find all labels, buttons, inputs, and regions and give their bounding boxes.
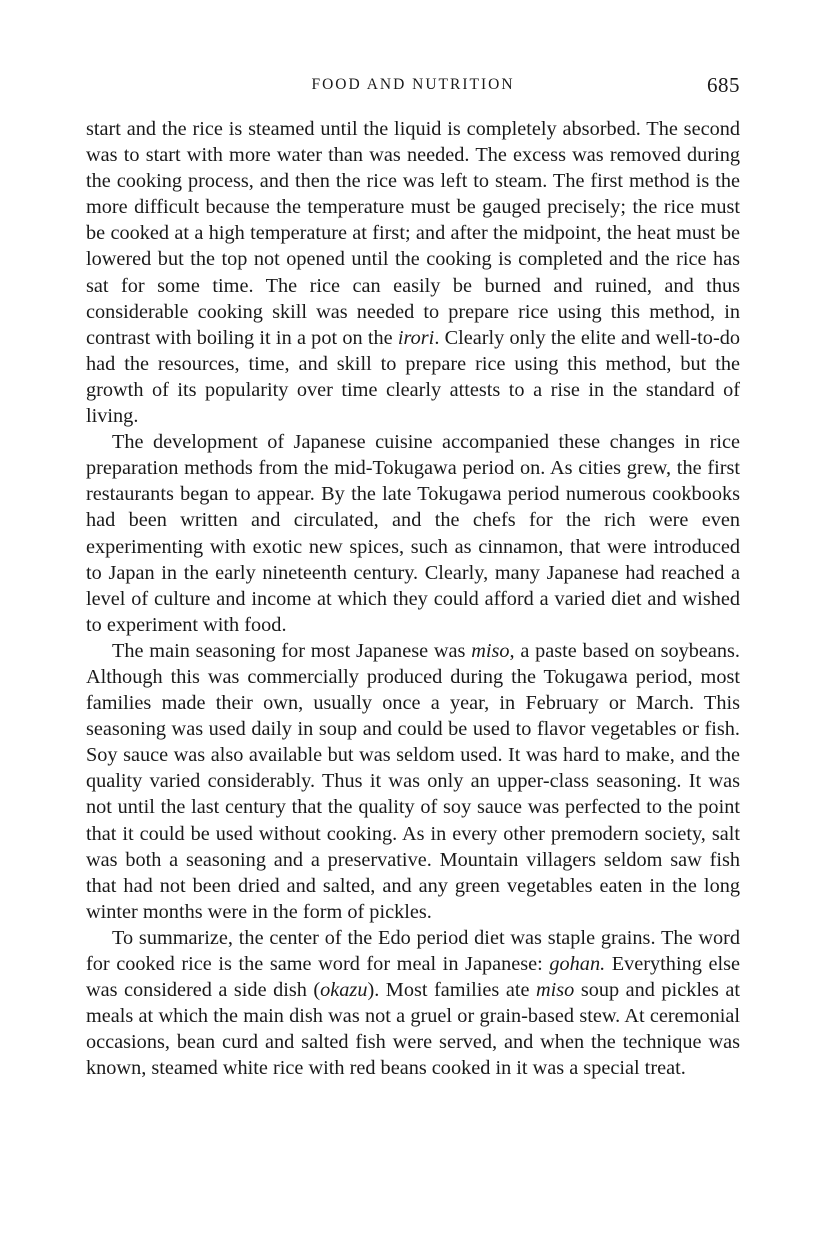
text-run: a paste based on soybeans. Although this was commercially produced during the Tokugawa period, most families made their own, usually once a year, in February or March. This seasoning was used daily in soup and could be used to flavor vegetables or fish. Soy sauce was also available but was seldom used. It was hard to make, and the quality varied considerably. Thus it was only an upper-class seasoning. It was not until the last century that the quality of soy sauce was perfected to the point that it could be used without cooking. As in every other premodern society, salt was both a seasoning and a preservative. Mountain villagers seldom saw fish that had not been dried and salted, and any green vegetables eaten in the long winter months were in the form of pickles. [86, 639, 740, 923]
text-run: start and the rice is steamed until the liquid is completely absorbed. The second was to start with more water than was needed. The excess was removed during the cooking process, and then the rice was left to steam. The first method is the more difficult because the temperature must be gauged precisely; the rice must be cooked at a high temperature at first; and after the midpoint, the heat must be lowered but the top not opened until the cooking is completed and the rice has sat for some time. The rice can easily be burned and ruined, and thus considerable cooking skill was needed to prepare rice using this method, in contrast with boiling it in a pot on the [86, 118, 740, 349]
paragraph-rice-steaming [86, 116, 740, 429]
paragraph-seasoning [86, 638, 740, 925]
text-run: The main seasoning for most Japanese was [112, 639, 472, 662]
paragraph-summary [86, 925, 740, 1082]
text-run: ). Most families ate [367, 979, 536, 1002]
page-number: 685 [707, 73, 740, 97]
running-head [86, 66, 740, 106]
text-run: To summarize, the center of the Edo period diet was staple grains. The word for cooked rice is the same word for meal in Japanese: [86, 926, 740, 975]
text-run: soup and pickles at meals at which the main dish was not a gruel or grain-based stew. At ceremonial occasions, bean curd and salted fish were served, and when the technique was known, steamed white rice with red beans cooked in it was a special treat. [86, 979, 741, 1080]
italic-term-miso: miso [535, 979, 575, 1002]
running-title: FOOD AND NUTRITION [311, 76, 515, 93]
text-run: . Clearly only the elite and well-to-do had the resources, time, and skill to prepare rice using this method, but the growth of its popularity over time clearly attests to a rise in the standard of living. [86, 326, 740, 428]
italic-term-okazu: okazu [320, 979, 368, 1002]
text-run: Everything else was considered a side dish ( [86, 953, 740, 1002]
text-run: The development of Japanese cuisine accompanied these changes in rice preparation methods from the mid-Tokugawa period on. As cities grew, the first restaurants began to appear. By the late Tokugawa period numerous cookbooks had been written and circulated, and the chefs for the rich were even experimenting with exotic new spices, such as cinnamon, that were introduced to Japan in the early nineteenth century. Clearly, many Japanese had reached a level of culture and income at which they could afford a varied diet and wished to experiment with food. [86, 431, 740, 636]
paragraph-japanese-cuisine [86, 429, 740, 638]
body-text [86, 116, 740, 1081]
book-page [86, 66, 740, 1081]
italic-term-irori: irori [397, 326, 435, 349]
italic-term-miso: miso, [471, 639, 515, 662]
italic-term-gohan: gohan. [549, 953, 606, 975]
